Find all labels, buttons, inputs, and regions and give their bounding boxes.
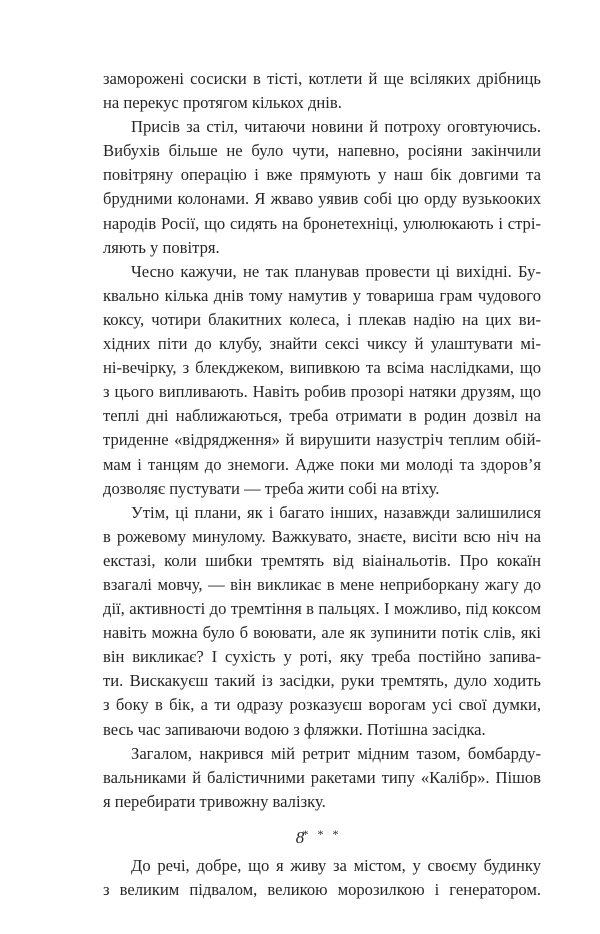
text-line: ляють у повітря. bbox=[103, 237, 220, 257]
text-line: в рожевому минулому. Важкувато, знаєте, висіти всю ніч на bbox=[103, 526, 541, 546]
text-line: з боку в бік, а ти одразу розказуєш ворогам усі свої думки, bbox=[103, 695, 541, 715]
text-line: ні-вечірку, з блекджеком, випивкою та всіма наслідками, що bbox=[103, 358, 541, 378]
page-body bbox=[103, 67, 541, 902]
text-line: До речі, добре, що я живу за містом, у своєму будинку bbox=[131, 855, 541, 875]
text-line: мам і танцям до знемоги. Адже поки ми молоді та здоров’я bbox=[103, 454, 541, 474]
text-line: повітряну операцію і вже прямують у наш бік довгими та bbox=[103, 165, 541, 185]
paragraph bbox=[103, 501, 541, 742]
text-line: він викликає? І сухість у роті, яку треба постійно запива- bbox=[103, 647, 541, 667]
paragraph bbox=[103, 115, 541, 260]
text-line: коксу, чотири блакитних колеса, і плекав надію на цих ви- bbox=[103, 309, 541, 329]
text-line: Чесно кажучи, не так планував провести ці вихідні. Бу- bbox=[131, 261, 541, 281]
text-line: взагалі мовчу, — він викликає в мене неприборкану жагу до bbox=[103, 574, 541, 594]
section-separator: * * * bbox=[302, 826, 342, 841]
text-line: дозволяє пустувати — треба жити собі на втіху. bbox=[103, 478, 440, 498]
text-line: Вибухів більше не було чути, напевно, росіяни закінчили bbox=[103, 141, 541, 161]
text-line: Утім, ці плани, як і багато інших, назавжди залишилися bbox=[131, 502, 541, 522]
text-line: з великим підвалом, великою морозилкою і генератором. bbox=[103, 880, 541, 899]
text-line: Загалом, накрився мій ретрит мідним тазом, бомбарду- bbox=[131, 743, 541, 763]
text-line: дії, активності до тремтіння в пальцях. І можливо, під коксом bbox=[103, 599, 541, 619]
text-line: навіть можна було б воювати, але як зупинити потік слів, які bbox=[103, 623, 541, 643]
text-line: Присів за стіл, читаючи новини й потроху оговтуючись. bbox=[131, 117, 541, 137]
text-line: теплі дні наближаються, треба отримати в родин дозвіл на bbox=[103, 406, 541, 426]
text-line: з цього випливають. Навіть робив прозорі натяки друзям, що bbox=[103, 382, 541, 402]
text-line: екстазі, коли шибки тремтять від віаінальотів. Про кокаїн bbox=[103, 550, 541, 570]
text-line: триденне «відрядження» й вирушити назустріч теплим обій- bbox=[103, 430, 541, 450]
text-line: брудними колонами. Я жваво уявив собі цю орду вузькооких bbox=[103, 189, 541, 209]
text-line: вальниками й балістичними ракетами типу «Калібр». Пішов bbox=[103, 767, 541, 787]
text-line: я перебирати тривожну валізку. bbox=[103, 791, 326, 811]
text-line: народів Росії, що сидять на бронетехніці, улюлюкають і стрі- bbox=[103, 213, 541, 233]
paragraph bbox=[103, 67, 541, 115]
paragraph bbox=[103, 742, 541, 814]
paragraph bbox=[103, 260, 541, 501]
text-line: на перекус протягом кількох днів. bbox=[103, 93, 342, 113]
text-line: ти. Вискакуєш такий із засідки, руки тремтять, дуло ходить bbox=[103, 671, 541, 691]
text-line: заморожені сосиски в тісті, котлети й ще всіляких дрібниць bbox=[103, 69, 541, 88]
page-number: 8 bbox=[295, 828, 305, 847]
text-line: хідних піти до клубу, знайти сексі чиксу й улаштувати мі- bbox=[103, 334, 541, 354]
text-line: квально кілька днів тому намутив у товариша грам чудового bbox=[103, 285, 541, 305]
text-line: весь час запиваючи водою з фляжки. Потішна засідка. bbox=[103, 719, 486, 739]
paragraph bbox=[103, 854, 541, 902]
